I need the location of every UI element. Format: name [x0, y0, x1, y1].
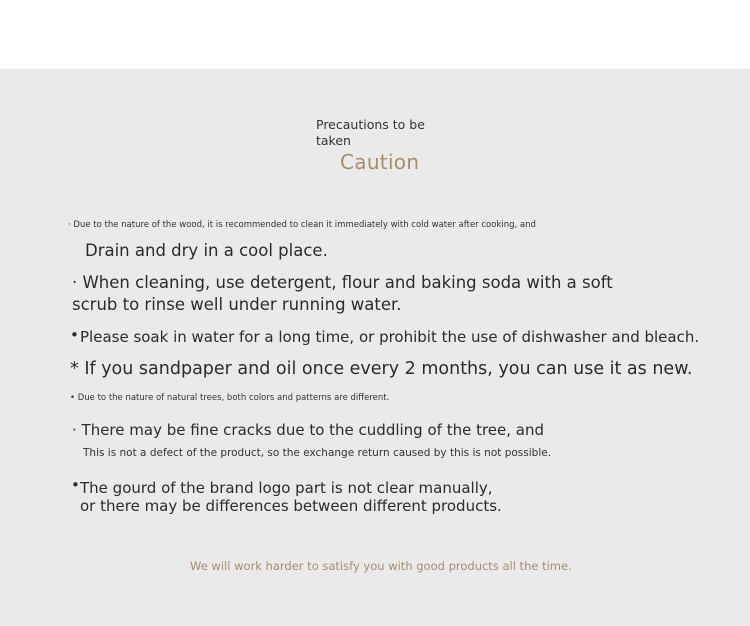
precautions-subtitle: Precautions to be taken [316, 117, 425, 148]
cleaning-note-line-2: scrub to rinse well under running water. [72, 295, 402, 314]
soak-bullet: • [70, 326, 79, 344]
soak-warning-note: Please soak in water for a long time, or prohibit the use of dishwasher and bleach. [80, 328, 700, 346]
caution-title: Caution [340, 150, 420, 174]
closing-message: We will work harder to satisfy you with good products all the time. [190, 559, 572, 573]
top-white-band [0, 0, 750, 69]
brand-logo-note-line-2: or there may be differences between different products. [80, 497, 502, 515]
logo-bullet: • [71, 476, 80, 494]
sandpaper-oil-note: * If you sandpaper and oil once every 2 months, you can use it as new. [70, 359, 693, 379]
cleaning-note-line-1: · When cleaning, use detergent, flour and baking soda with a soft [72, 273, 613, 292]
not-defect-note: This is not a defect of the product, so the exchange return caused by this is not possible. [83, 447, 552, 459]
drain-dry-note: Drain and dry in a cool place. [85, 241, 328, 260]
natural-trees-note: • Due to the nature of natural trees, both colors and patterns are different. [70, 393, 390, 403]
fine-cracks-note: · There may be fine cracks due to the cuddling of the tree, and [72, 421, 545, 439]
brand-logo-note-line-1: The gourd of the brand logo part is not clear manually, [80, 479, 493, 497]
wood-nature-note: · Due to the nature of the wood, it is recommended to clean it immediately with cold water after cooking, and [68, 220, 536, 230]
